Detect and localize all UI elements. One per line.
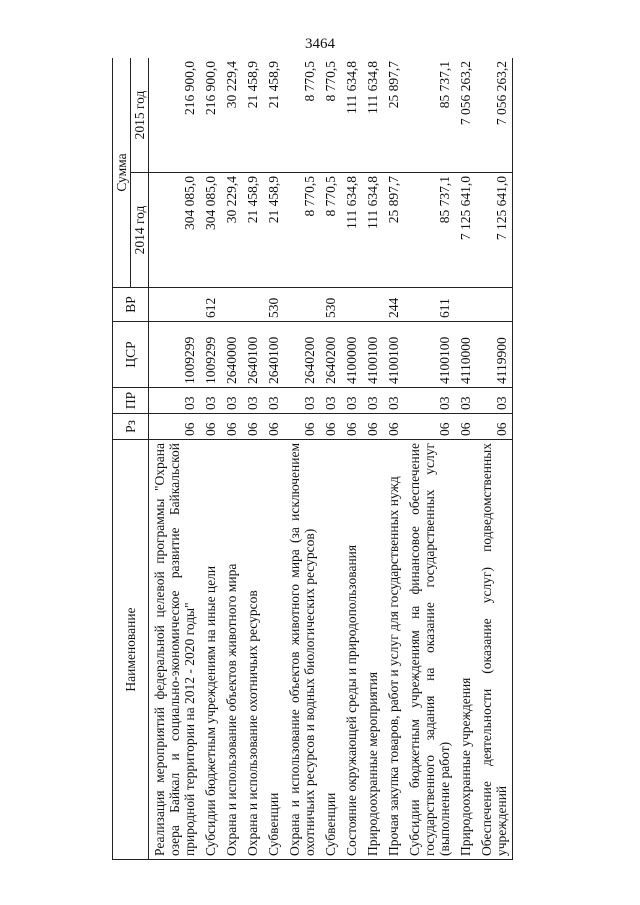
row-rz: 06	[149, 414, 201, 440]
header-name: Наименование	[113, 440, 149, 860]
budget-table	[112, 58, 513, 860]
row-vr: 612	[200, 288, 221, 322]
row-pr: 03	[320, 388, 341, 414]
row-rz: 06	[221, 414, 242, 440]
row-vr: 530	[263, 288, 284, 322]
table-row	[242, 58, 263, 860]
row-rz: 06	[263, 414, 284, 440]
row-pr: 03	[341, 388, 362, 414]
row-vr	[221, 288, 242, 322]
row-csr: 4100100	[404, 322, 455, 388]
row-name: Субсидии бюджетным учреждениям на иные цели	[200, 440, 221, 860]
row-csr: 2640100	[263, 322, 284, 388]
row-pr: 03	[263, 388, 284, 414]
row-rz: 06	[362, 414, 383, 440]
table-header	[113, 58, 149, 860]
row-name: Субвенции	[320, 440, 341, 860]
row-sum-2014: 8 770,5	[320, 173, 341, 288]
row-sum-2014: 304 085,0	[149, 173, 201, 288]
row-name: Охрана и использование объектов животного мира (за исключением охотничьих ресурсов и водных биологических ресурсов)	[284, 440, 320, 860]
row-csr: 2640000	[221, 322, 242, 388]
table-row	[383, 58, 404, 860]
row-csr: 1009299	[200, 322, 221, 388]
table-row	[404, 58, 455, 860]
row-name: Природоохранные мероприятия	[362, 440, 383, 860]
table-body	[149, 58, 513, 860]
table-row	[362, 58, 383, 860]
row-sum-2015: 21 458,9	[242, 58, 263, 173]
row-sum-2014: 111 634,8	[362, 173, 383, 288]
row-name: Природоохранные учреждения	[455, 440, 476, 860]
row-rz: 06	[200, 414, 221, 440]
rotated-page	[112, 58, 582, 860]
row-pr: 03	[221, 388, 242, 414]
row-name: Реализация мероприятий федеральной целевой программы "Охрана озера Байкал и социально-экономическое развитие Байкальской природной территории на 2012 - 2020 годы"	[149, 440, 201, 860]
row-sum-2015: 21 458,9	[263, 58, 284, 173]
row-vr	[476, 288, 513, 322]
row-vr	[284, 288, 320, 322]
header-year-2014: 2014 год	[131, 173, 149, 288]
row-sum-2015: 216 900,0	[149, 58, 201, 173]
row-name: Обеспечение деятельности (оказание услуг) подведомственных учреждений	[476, 440, 513, 860]
row-pr: 03	[455, 388, 476, 414]
row-pr: 03	[476, 388, 513, 414]
row-rz: 06	[476, 414, 513, 440]
row-rz: 06	[284, 414, 320, 440]
table-row	[221, 58, 242, 860]
row-name: Состояние окружающей среды и природопользования	[341, 440, 362, 860]
row-name: Охрана и использование объектов животного мира	[221, 440, 242, 860]
row-rz: 06	[404, 414, 455, 440]
row-sum-2014: 21 458,9	[263, 173, 284, 288]
row-sum-2014: 21 458,9	[242, 173, 263, 288]
row-sum-2015: 111 634,8	[362, 58, 383, 173]
row-csr: 1009299	[149, 322, 201, 388]
row-sum-2014: 30 229,4	[221, 173, 242, 288]
row-csr: 4100100	[383, 322, 404, 388]
table-row	[200, 58, 221, 860]
row-sum-2014: 7 125 641,0	[476, 173, 513, 288]
row-name: Субвенции	[263, 440, 284, 860]
row-name: Субсидии бюджетным учреждениям на финансовое обеспечение государственного задания на оказание государственных услуг (выполнение работ)	[404, 440, 455, 860]
row-sum-2015: 8 770,5	[284, 58, 320, 173]
row-csr: 2640200	[320, 322, 341, 388]
row-vr: 530	[320, 288, 341, 322]
row-sum-2015: 8 770,5	[320, 58, 341, 173]
row-csr: 4100100	[362, 322, 383, 388]
table-row	[284, 58, 320, 860]
row-sum-2015: 30 229,4	[221, 58, 242, 173]
budget-table-container	[112, 58, 582, 860]
row-sum-2015: 7 056 263,2	[476, 58, 513, 173]
row-pr: 03	[404, 388, 455, 414]
row-vr	[455, 288, 476, 322]
row-sum-2014: 7 125 641,0	[455, 173, 476, 288]
row-pr: 03	[149, 388, 201, 414]
header-sum: Сумма	[113, 58, 131, 288]
row-rz: 06	[455, 414, 476, 440]
row-csr: 2640200	[284, 322, 320, 388]
row-sum-2015: 216 900,0	[200, 58, 221, 173]
row-name: Прочая закупка товаров, работ и услуг для государственных нужд	[383, 440, 404, 860]
row-sum-2014: 304 085,0	[200, 173, 221, 288]
row-vr	[149, 288, 201, 322]
table-row	[149, 58, 201, 860]
row-sum-2015: 7 056 263,2	[455, 58, 476, 173]
header-year-2015: 2015 год	[131, 58, 149, 173]
row-rz: 06	[383, 414, 404, 440]
row-sum-2014: 111 634,8	[341, 173, 362, 288]
row-name: Охрана и использование охотничьих ресурсов	[242, 440, 263, 860]
table-row	[320, 58, 341, 860]
row-sum-2014: 25 897,7	[383, 173, 404, 288]
row-csr: 2640100	[242, 322, 263, 388]
row-sum-2014: 85 737,1	[404, 173, 455, 288]
row-vr	[242, 288, 263, 322]
row-pr: 03	[362, 388, 383, 414]
page-number: 3464	[305, 36, 335, 52]
row-csr: 4119900	[476, 322, 513, 388]
table-row	[476, 58, 513, 860]
table-row	[455, 58, 476, 860]
row-vr	[362, 288, 383, 322]
row-pr: 03	[200, 388, 221, 414]
row-rz: 06	[341, 414, 362, 440]
header-vr: ВР	[113, 288, 149, 322]
row-sum-2015: 85 737,1	[404, 58, 455, 173]
row-sum-2015: 111 634,8	[341, 58, 362, 173]
row-pr: 03	[383, 388, 404, 414]
row-vr: 244	[383, 288, 404, 322]
row-rz: 06	[242, 414, 263, 440]
row-csr: 4110000	[455, 322, 476, 388]
row-csr: 4100000	[341, 322, 362, 388]
row-sum-2015: 25 897,7	[383, 58, 404, 173]
header-csr: ЦСР	[113, 322, 149, 388]
header-pr: ПР	[113, 388, 149, 414]
row-vr: 611	[404, 288, 455, 322]
table-row	[263, 58, 284, 860]
row-vr	[341, 288, 362, 322]
header-rz: Рз	[113, 414, 149, 440]
table-row	[341, 58, 362, 860]
row-sum-2014: 8 770,5	[284, 173, 320, 288]
row-pr: 03	[284, 388, 320, 414]
row-pr: 03	[242, 388, 263, 414]
row-rz: 06	[320, 414, 341, 440]
